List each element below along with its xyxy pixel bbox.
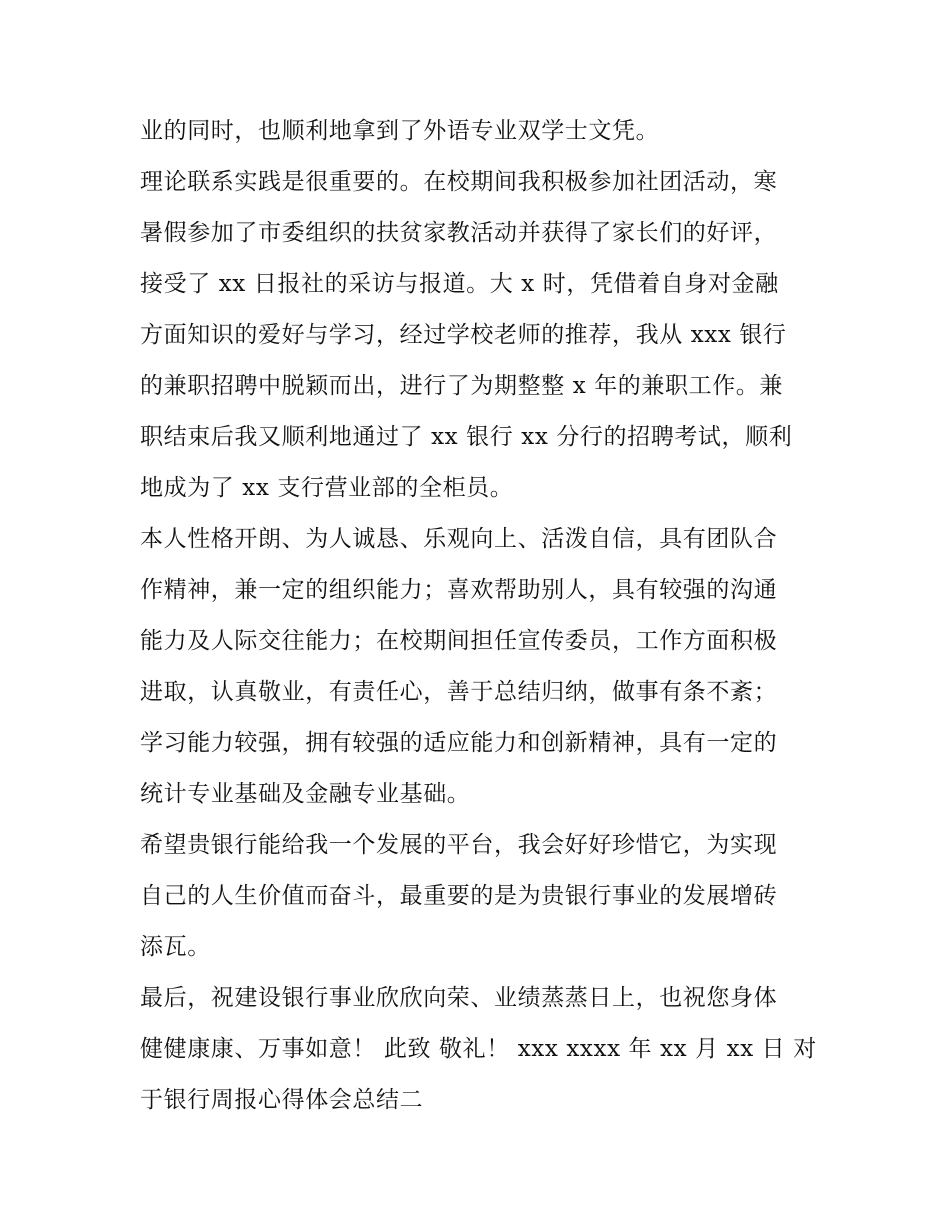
- text-line: 希望贵银行能给我一个发展的平台，我会好好珍惜它，为实现: [140, 832, 778, 858]
- text-line: 健健康康、万事如意！ 此致 敬礼！ xxx xxxx 年 xx 月 xx 日 对: [140, 1036, 817, 1062]
- document-body-text: [140, 106, 820, 1126]
- text-line: 理论联系实践是很重要的。在校期间我积极参加社团活动，寒: [140, 169, 778, 195]
- text-line: 添瓦。: [140, 934, 211, 960]
- text-line: 接受了 xx 日报社的采访与报道。大 x 时，凭借着自身对金融: [140, 271, 779, 297]
- text-line: 学习能力较强，拥有较强的适应能力和创新精神，具有一定的: [140, 730, 778, 756]
- text-line: 进取，认真敬业，有责任心，善于总结归纳，做事有条不紊；: [140, 679, 778, 705]
- text-line: 方面知识的爱好与学习，经过学校老师的推荐，我从 xxx 银行: [140, 322, 787, 348]
- text-line: 于银行周报心得体会总结二: [140, 1087, 424, 1113]
- text-line: 职结束后我又顺利地通过了 xx 银行 xx 分行的招聘考试，顺利: [140, 424, 793, 450]
- text-line: 能力及人际交往能力；在校期间担任宣传委员，工作方面积极: [140, 628, 778, 654]
- text-line: 本人性格开朗、为人诚恳、乐观向上、活泼自信，具有团队合: [140, 526, 778, 552]
- text-line: 自己的人生价值而奋斗，最重要的是为贵银行事业的发展增砖: [140, 883, 778, 909]
- text-line: 的兼职招聘中脱颖而出，进行了为期整整 x 年的兼职工作。兼: [140, 373, 783, 399]
- text-line: 业的同时，也顺利地拿到了外语专业双学士文凭。: [140, 118, 660, 144]
- text-line: 统计专业基础及金融专业基础。: [140, 781, 471, 807]
- text-line: 地成为了 xx 支行营业部的全柜员。: [140, 475, 514, 501]
- text-line: 最后，祝建设银行事业欣欣向荣、业绩蒸蒸日上，也祝您身体: [140, 985, 778, 1011]
- text-line: 作精神，兼一定的组织能力；喜欢帮助别人，具有较强的沟通: [140, 577, 778, 603]
- text-line: 暑假参加了市委组织的扶贫家教活动并获得了家长们的好评，: [140, 220, 778, 246]
